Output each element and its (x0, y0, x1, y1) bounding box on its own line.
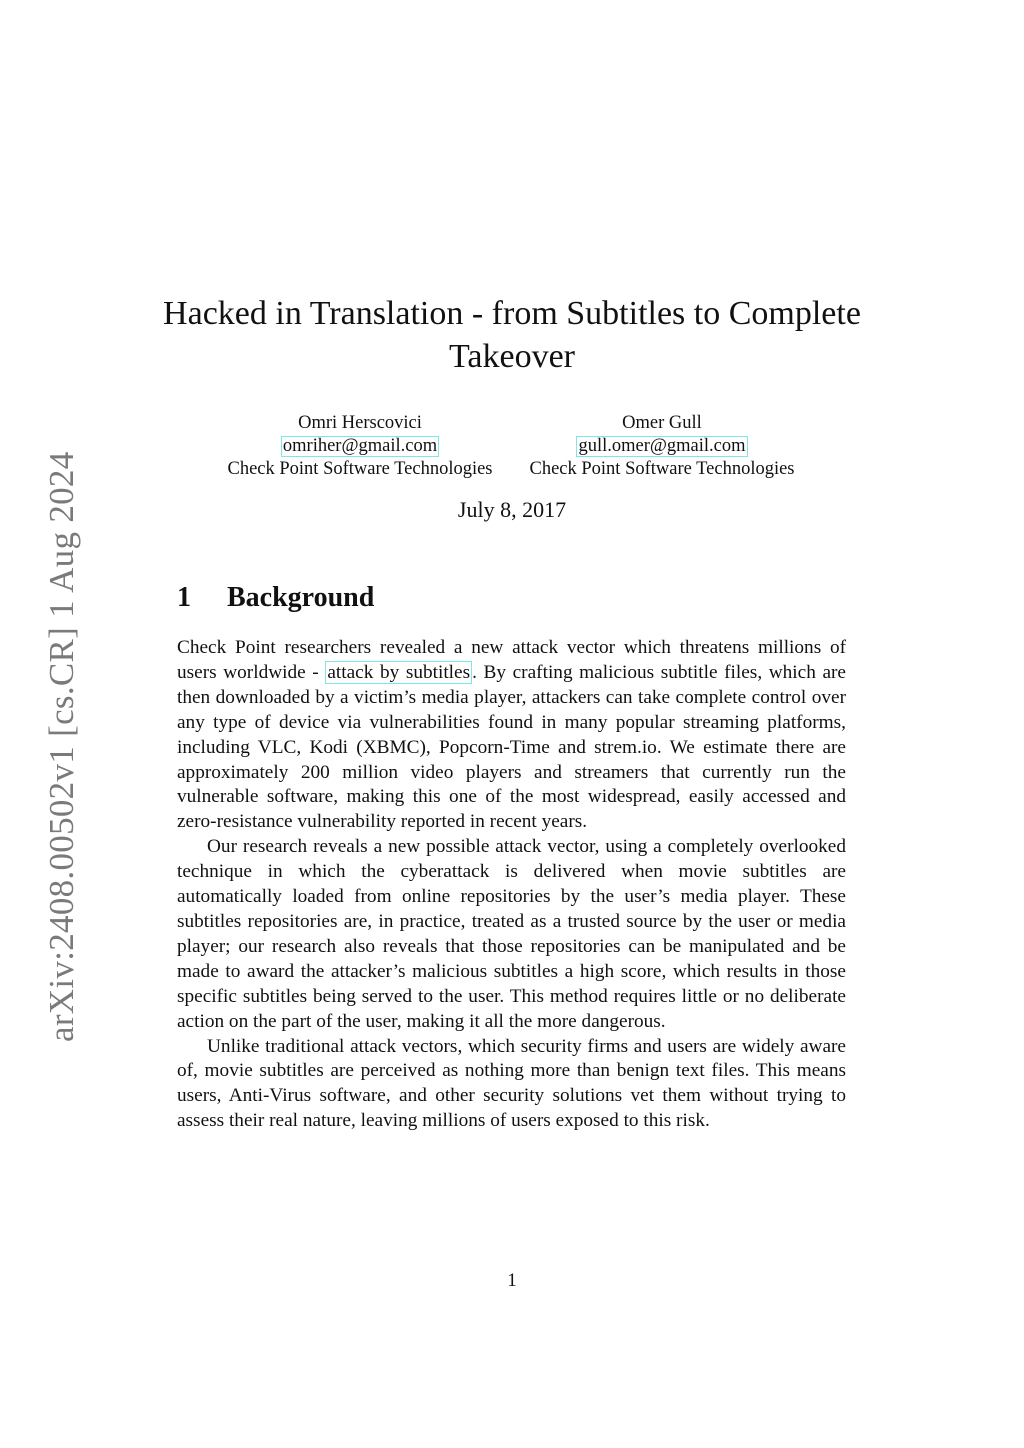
author-affiliation: Check Point Software Technologies (529, 459, 795, 479)
paper-date: July 8, 2017 (457, 497, 567, 522)
paragraph: Unlike traditional attack vectors, which security firms and users are widely aware of, movie subtitles are perceived as nothing more than benign text files. This means users, Anti-Virus software, and other security solutions vet them without trying to assess their real nature, leaving millions of users exposed to this risk. (177, 1035, 846, 1132)
author-email-link[interactable]: gull.omer@gmail.com (578, 436, 746, 456)
author-affiliation: Check Point Software Technologies (227, 459, 493, 479)
paragraph-text: Check Point researchers revealed a new attack vector which threatens millions of users worldwide - (177, 637, 846, 683)
author-name: Omri Herscovici (298, 413, 422, 433)
section-title: Background (227, 582, 375, 613)
author-block-1 (210, 412, 510, 481)
arxiv-identifier-stamp: arXiv:2408.00502v1 [cs.CR] 1 Aug 2024 (42, 451, 81, 1042)
author-block-2 (512, 412, 812, 481)
paragraph: Our research reveals a new possible attack vector, using a completely overlooked technique in which the cyberattack is delivered when movie subtitles are automatically loaded from online repositories by the user’s media player. These subtitles repositories are, in practice, treated as a trusted source by the user or media player; our research also reveals that those repositories can be manipulated and be made to award the attacker’s malicious subtitles a high score, which results in those specific subtitles being served to the user. This method requires little or no deliberate action on the part of the user, making it all the more dangerous. (177, 836, 846, 1032)
paragraph (177, 636, 846, 835)
section-number: 1 (177, 582, 191, 613)
paper-title: Hacked in Translation - from Subtitles to Complete Takeover (163, 295, 861, 375)
section-heading (177, 582, 374, 614)
author-email-link[interactable]: omriher@gmail.com (282, 436, 438, 456)
page-number: 1 (507, 1270, 517, 1291)
paragraph-text: . By crafting malicious subtitle files, which are then downloaded by a victim’s media player, attackers can take complete control over any type of device via vulnerabilities found in many popular streaming platforms, including VLC, Kodi (XBMC), Popcorn-Time and strem.io. We estimate there are approximately 200 million video players and streamers that currently run the vulnerable software, making this one of the most widespread, easily accessed and zero-resistance vulnerability reported in recent years. (177, 661, 846, 833)
section-body (177, 636, 846, 1134)
author-name: Omer Gull (622, 413, 702, 433)
attack-by-subtitles-link[interactable]: attack by subtitles (327, 661, 471, 683)
